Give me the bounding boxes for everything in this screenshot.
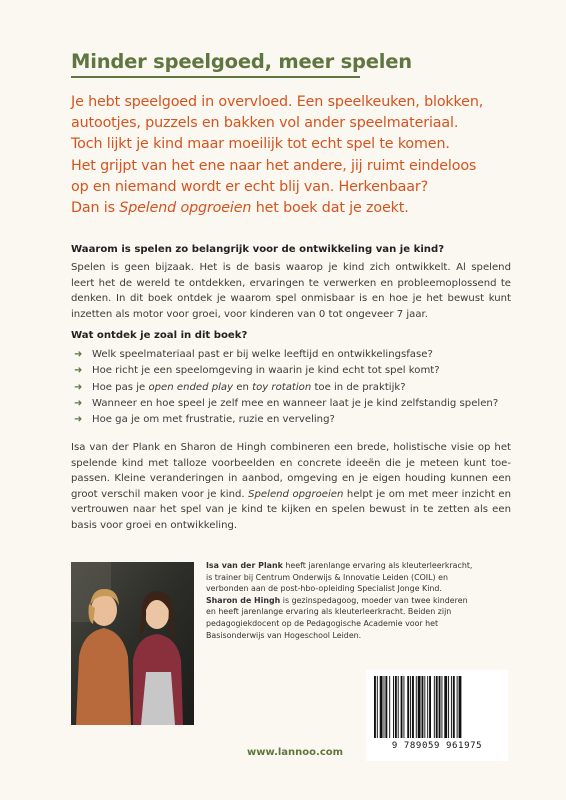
barcode-bar bbox=[453, 676, 455, 738]
paragraph-text: groot verschil maken voor je kind. bbox=[71, 488, 245, 500]
list-item bbox=[71, 347, 498, 363]
barcode-bar bbox=[434, 676, 435, 738]
paragraph-line: spelende kind met talloze voorbeelden en concrete ideeën die je meteen kunt toe- bbox=[71, 457, 511, 469]
paragraph-line: Isa van der Plank en Sharon de Hingh combineren een brede, holistische visie op het bbox=[71, 442, 511, 453]
book-title-italic: Spelend opgroeien bbox=[119, 200, 252, 217]
bio-line: verbonden aan de post-hbo-opleiding Specialist Jonge Kind. bbox=[206, 584, 442, 594]
author-name: Sharon de Hingh bbox=[206, 595, 281, 605]
list-item-text: Welk speelmateriaal past er bij welke leeftijd en ontwikkelingsfase? bbox=[92, 349, 433, 360]
intro-text: Dan is bbox=[71, 200, 120, 217]
paragraph-text: helpt je om met meer inzicht en bbox=[346, 488, 511, 500]
intro-line: Het grijpt van het ene naar het andere, jij ruimt eindeloos bbox=[71, 157, 477, 174]
barcode-bar bbox=[436, 676, 438, 738]
barcode-bar bbox=[444, 676, 447, 738]
author-bio bbox=[206, 560, 506, 641]
section-heading: Waarom is spelen zo belangrijk voor de ontwikkeling van je kind? bbox=[71, 244, 445, 255]
arrow-icon: ➜ bbox=[74, 397, 83, 409]
bio-line bbox=[206, 595, 506, 607]
feature-list bbox=[71, 347, 498, 428]
paragraph-line: denken. In dit boek ontdek je waarom spel onmisbaar is en hoe je het bewust kunt bbox=[71, 293, 511, 305]
bio-line: Basisonderwijs van Hogeschool Leiden. bbox=[206, 630, 362, 640]
barcode-bar bbox=[401, 676, 403, 738]
isbn-barcode bbox=[366, 670, 508, 761]
list-item bbox=[71, 412, 498, 428]
barcode-bar bbox=[451, 676, 452, 738]
bio-text: is gezinspedagoog, moeder van twee kinderen bbox=[280, 595, 468, 605]
intro-text: het boek dat je zoekt. bbox=[251, 200, 409, 217]
barcode-bar bbox=[389, 676, 390, 738]
bio-line: pedagogiekdocent op de Pedagogische Academie voor het bbox=[206, 618, 439, 628]
list-item-text: Wanneer en hoe speel je zelf mee en wanneer laat je je kind zelfstandig spelen? bbox=[92, 397, 499, 409]
intro-line: op en niemand wordt er echt blij van. Herkenbaar? bbox=[71, 178, 429, 195]
bio-line bbox=[206, 560, 506, 572]
barcode-bar bbox=[448, 676, 449, 738]
list-item bbox=[71, 380, 498, 396]
isbn-number: 9 789059 961975 bbox=[391, 741, 483, 751]
publisher-url[interactable]: www.lannoo.com bbox=[247, 747, 344, 758]
intro-paragraph bbox=[71, 92, 511, 219]
list-item-text: Hoe richt je een speelomgeving in waarin je kind echt tot spel komt? bbox=[92, 365, 440, 377]
barcode-bar bbox=[393, 676, 394, 738]
paragraph-line: leert het de wereld te ontdekken, ervaringen te verwerken en probleemoplossend te bbox=[71, 277, 511, 289]
paragraph-line: basis voor groei en ontwikkeling. bbox=[71, 519, 238, 531]
arrow-icon: ➜ bbox=[74, 414, 83, 426]
book-title-italic: Spelend opgroeien bbox=[248, 488, 344, 500]
barcode-bar bbox=[385, 676, 387, 738]
barcode-bar bbox=[439, 676, 441, 738]
list-item-text: Hoe pas je bbox=[92, 381, 149, 393]
section-heading: Wat ontdek je zoal in dit boek? bbox=[71, 330, 248, 341]
bio-line: is trainer bij Centrum Onderwijs & Innovatie Leiden (COIL) en bbox=[206, 572, 448, 582]
barcode-bar bbox=[374, 676, 376, 738]
intro-line: Je hebt speelgoed in overvloed. Een speelkeuken, blokken, bbox=[71, 94, 484, 110]
barcode-bars bbox=[366, 670, 508, 742]
barcode-bar bbox=[457, 676, 458, 738]
barcode-bar bbox=[418, 676, 421, 738]
paragraph-line: passen. Kleine veranderingen in aanbod, omgeving en je eigen houding kunnen een bbox=[71, 473, 511, 485]
barcode-bar bbox=[416, 676, 417, 738]
arrow-icon: ➜ bbox=[74, 365, 83, 377]
barcode-bar bbox=[427, 676, 428, 738]
authors-paragraph bbox=[71, 440, 511, 534]
list-item-text: toe in de praktijk? bbox=[311, 381, 406, 393]
barcode-bar bbox=[384, 676, 385, 738]
title-underline bbox=[71, 76, 360, 78]
barcode-bar bbox=[398, 676, 399, 738]
barcode-bar bbox=[377, 676, 378, 738]
barcode-bar bbox=[422, 676, 424, 738]
list-item bbox=[71, 363, 498, 379]
paragraph-line: Spelen is geen bijzaak. Het is de basis waarop je kind zich ontwikkelt. Al spelend bbox=[71, 262, 511, 273]
bio-text: heeft jarenlange ervaring als kleuterleerkracht, bbox=[282, 561, 473, 570]
intro-line: autootjes, puzzels en bakken vol ander speelmateriaal. bbox=[71, 115, 459, 132]
list-item-text: Hoe ga je om met frustratie, ruzie en verveling? bbox=[92, 414, 335, 426]
barcode-bar bbox=[410, 676, 411, 738]
arrow-icon: ➜ bbox=[74, 349, 83, 360]
barcode-bar bbox=[429, 676, 431, 738]
intro-line bbox=[71, 198, 511, 219]
list-item-text: en bbox=[233, 381, 253, 393]
barcode-bar bbox=[380, 676, 383, 738]
bio-line: en heeft jarenlange ervaring als kleuterleerkracht. Beiden zijn bbox=[206, 607, 452, 617]
cover-title: Minder speelgoed, meer spelen bbox=[71, 50, 412, 73]
list-item bbox=[71, 396, 498, 412]
section-paragraph bbox=[71, 260, 511, 322]
author-photo bbox=[71, 562, 194, 725]
barcode-bar bbox=[403, 676, 404, 738]
paragraph-line bbox=[71, 487, 511, 503]
intro-line: Toch lijkt je kind maar moeilijk tot echt spel te komen. bbox=[71, 136, 450, 153]
author-name: Isa van der Plank bbox=[206, 561, 283, 570]
barcode-bar bbox=[424, 676, 425, 738]
term-italic: toy rotation bbox=[252, 381, 312, 393]
barcode-bar bbox=[441, 676, 442, 738]
paragraph-line: inzetten als motor voor groei, voor kinderen van 0 tot ongeveer 7 jaar. bbox=[71, 308, 428, 320]
term-italic: open ended play bbox=[148, 381, 234, 393]
barcode-bar bbox=[412, 676, 414, 738]
barcode-bar bbox=[459, 676, 462, 738]
barcode-bar bbox=[407, 676, 409, 738]
paragraph-line: vertrouwen naar het spel van je kind te kijken en spelen bewust in te zetten als een bbox=[71, 504, 511, 516]
barcode-bar bbox=[395, 676, 397, 738]
arrow-icon: ➜ bbox=[74, 381, 83, 393]
